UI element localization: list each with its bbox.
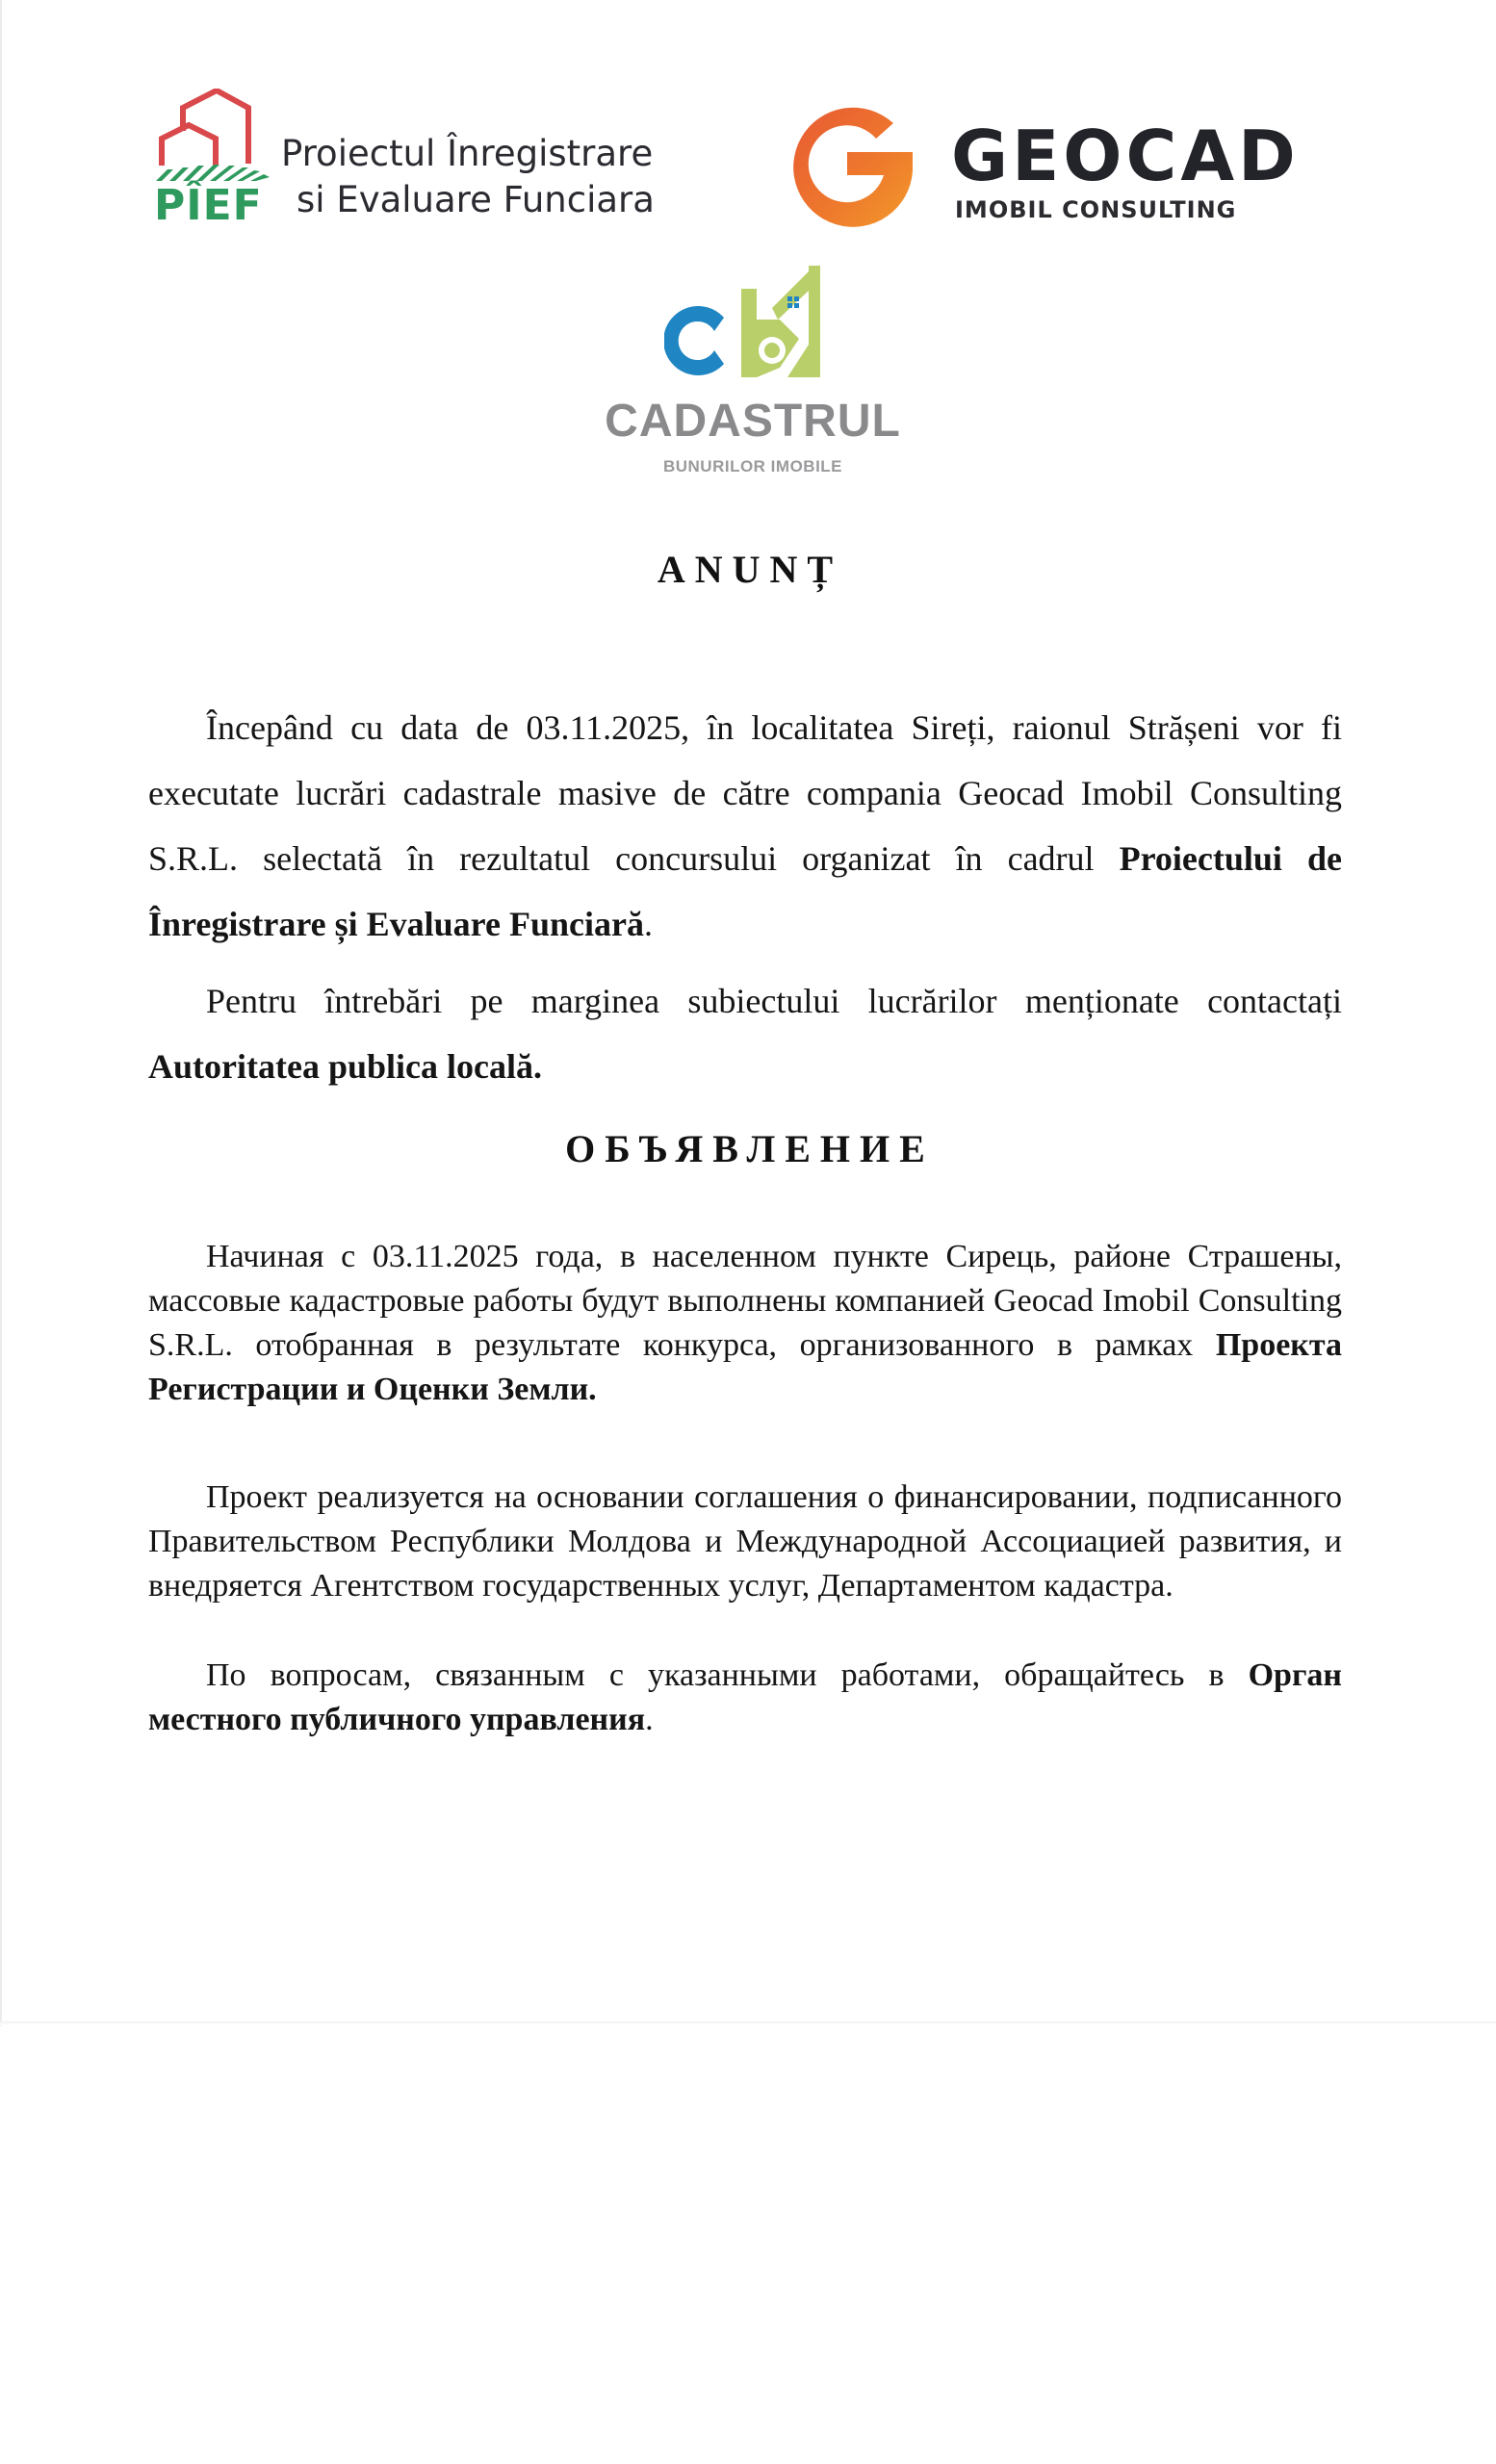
geocad-name: GEOCAD bbox=[951, 116, 1300, 196]
cadastrul-subtitle: BUNURILOR IMOBILE bbox=[662, 457, 843, 475]
geocad-g-icon bbox=[780, 96, 924, 231]
ru-p1-project-name: Проекта Регистрации и Оценки Земли. bbox=[148, 1327, 1342, 1407]
cadastrul-cb-house-icon bbox=[664, 262, 857, 397]
ro-p1-text: Începând cu data de 03.11.2025, în localitatea Sireți, raionul Strășeni vor fi executate lucrări cadastrale masive de către compania Geocad Imobil Consulting S.R.L. selectată în rezultatul concursului organizat în cadrul bbox=[148, 708, 1342, 878]
heading-obyavlenie: ОБЪЯВЛЕНИЕ bbox=[565, 1127, 935, 1170]
ro-paragraph-1 bbox=[148, 695, 1342, 957]
ro-p2-text: Pentru întrebări pe marginea subiectului lucrărilor menționate contactați bbox=[206, 982, 1342, 1020]
ro-p1-end: . bbox=[643, 905, 653, 943]
ro-paragraph-2 bbox=[148, 968, 1342, 1099]
ru-p1-text: Начиная с 03.11.2025 года, в населенном пункте Сирець, районе Страшены, массовые кадастровые работы будут выполнены компанией Geocad Imobil Consulting S.R.L. отобранная в результате конкурса, организованного в рамках bbox=[148, 1239, 1342, 1363]
ru-p2-text: Проект реализуется на основании соглашения о финансировании, подписанного Правительством Республики Молдова и Международной Ассоциацией развития, и внедряется Агентством государственных услуг, Департаментом кадастра. bbox=[148, 1479, 1342, 1604]
pief-name-line2: si Evaluare Funciara bbox=[297, 179, 655, 220]
geocad-logo bbox=[780, 96, 1357, 241]
cadastrul-name: CADASTRUL bbox=[605, 396, 901, 447]
ru-p3-end: . bbox=[645, 1702, 654, 1737]
pief-logo bbox=[154, 89, 732, 233]
ru-paragraph-3 bbox=[148, 1654, 1342, 1742]
cadastrul-logo bbox=[599, 262, 907, 483]
pief-acronym: PÎEF bbox=[154, 181, 263, 230]
ru-p3-text: По вопросам, связанным с указанными работами, обращайтесь в bbox=[206, 1657, 1249, 1693]
ru-p3-authority: Орган местного публичного управления bbox=[148, 1657, 1342, 1737]
pief-name bbox=[281, 131, 655, 223]
ru-paragraph-2 bbox=[148, 1476, 1342, 1608]
ru-paragraph-1 bbox=[148, 1235, 1342, 1412]
ro-p2-authority: Autoritatea publica locală. bbox=[148, 1047, 542, 1086]
page-edge bbox=[0, 2021, 1496, 2025]
heading-anunt: ANUNȚ bbox=[657, 548, 843, 591]
geocad-subtitle: IMOBIL CONSULTING bbox=[955, 196, 1237, 223]
ro-p1-project-name: Proiectului de Înregistrare și Evaluare Funciară bbox=[148, 839, 1342, 943]
pief-name-line1: Proiectul Înregistrare bbox=[281, 133, 654, 174]
